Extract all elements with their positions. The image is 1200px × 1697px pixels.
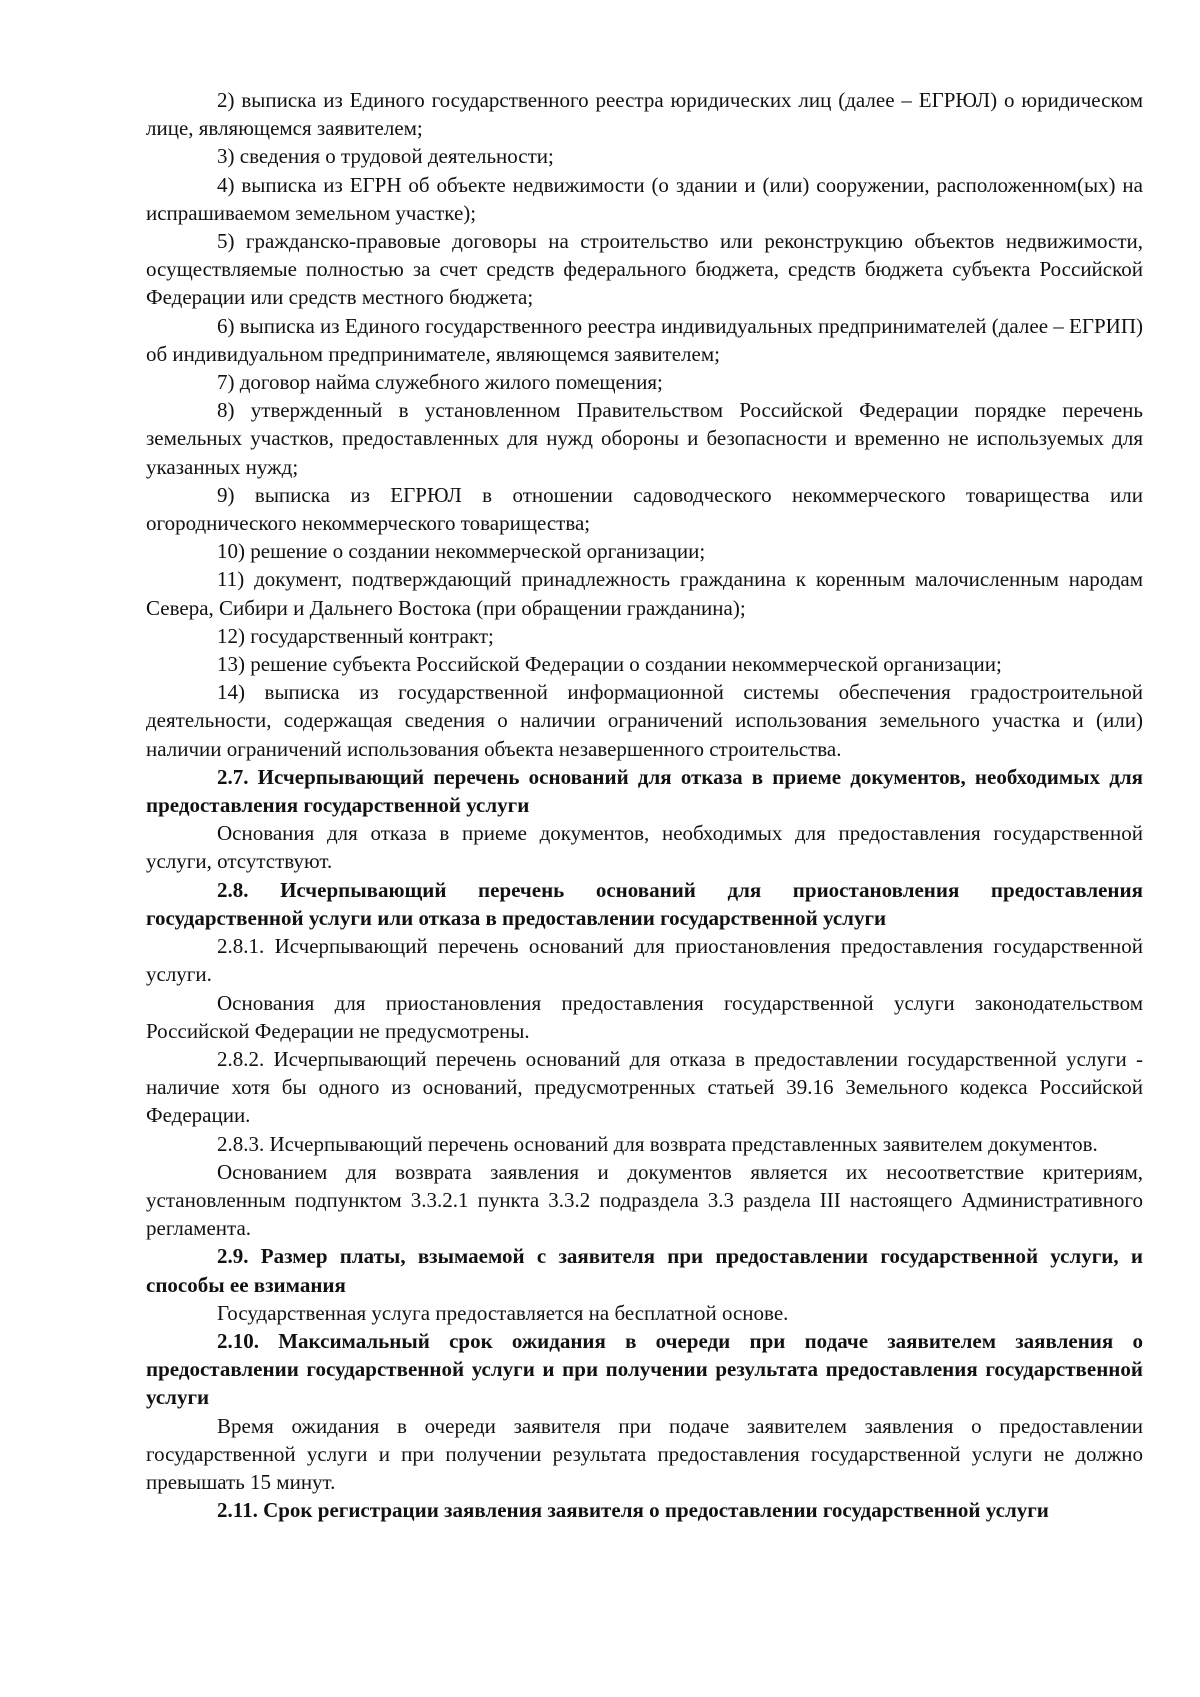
- list-item-11: 11) документ, подтверждающий принадлежность гражданина к коренным малочисленным народам Севера, Сибири и Дальнего Востока (при обращении гражданина);: [146, 567, 1143, 620]
- document-page: [146, 86, 1143, 1524]
- body-paragraph: Основания для приостановления предоставления государственной услуги законодательством Российской Федерации не предусмотрены.: [146, 990, 1143, 1043]
- list-item-5: 5) гражданско-правовые договоры на строительство или реконструкцию объектов недвижимости, осуществляемые полностью за счет средств федерального бюджета, средств бюджета субъекта Российской Федерации или средств местного бюджета;: [146, 229, 1143, 310]
- list-item-12: 12) государственный контракт;: [217, 623, 494, 648]
- section-heading-2-7: 2.7. Исчерпывающий перечень оснований для отказа в приеме документов, необходимых для предоставления государственной услуги: [146, 764, 1143, 818]
- list-item-10: 10) решение о создании некоммерческой организации;: [217, 539, 706, 564]
- section-heading-2-11: 2.11. Срок регистрации заявления заявителя о предоставлении государственной услуги: [217, 1498, 1049, 1523]
- body-paragraph: Основания для отказа в приеме документов, необходимых для предоставления государственной услуги, отсутствуют.: [146, 821, 1143, 874]
- list-item-13: 13) решение субъекта Российской Федерации о создании некоммерческой организации;: [217, 652, 1002, 677]
- list-item-14: 14) выписка из государственной информационной системы обеспечения градостроительной деятельности, содержащая сведения о наличии ограничений использования земельного участка и (или) наличии ограничений использования объекта незавершенного строительства.: [146, 680, 1143, 761]
- list-item-8: 8) утвержденный в установленном Правительством Российской Федерации порядке перечень земельных участков, предоставленных для нужд обороны и безопасности и временно не используемых для указанных нужд;: [146, 398, 1143, 479]
- body-paragraph: 2.8.2. Исчерпывающий перечень оснований для отказа в предоставлении государственной услуги - наличие хотя бы одного из оснований, предусмотренных статьей 39.16 Земельного кодекса Российской Федерации.: [146, 1046, 1143, 1128]
- section-heading-2-9: 2.9. Размер платы, взымаемой с заявителя при предоставлении государственной услуги, и способы ее взимания: [146, 1244, 1143, 1297]
- list-item-7: 7) договор найма служебного жилого помещения;: [217, 370, 663, 395]
- list-item-2: 2) выписка из Единого государственного реестра юридических лиц (далее – ЕГРЮЛ) о юридическом лице, являющемся заявителем;: [146, 88, 1143, 141]
- list-item-9: 9) выписка из ЕГРЮЛ в отношении садоводческого некоммерческого товарищества или огороднического некоммерческого товарищества;: [146, 482, 1143, 536]
- body-paragraph: Время ожидания в очереди заявителя при подаче заявителем заявления о предоставлении государственной услуги и при получении результата предоставления государственной услуги не должно превышать 15 минут.: [146, 1413, 1143, 1494]
- body-paragraph: Основанием для возврата заявления и документов является их несоответствие критериям, установленным подпунктом 3.3.2.1 пункта 3.3.2 подраздела 3.3 раздела III настоящего Административного регламента.: [146, 1159, 1143, 1241]
- body-paragraph: Государственная услуга предоставляется на бесплатной основе.: [217, 1300, 789, 1325]
- body-paragraph: 2.8.3. Исчерпывающий перечень оснований для возврата представленных заявителем документов.: [217, 1131, 1098, 1156]
- section-heading-2-8: 2.8. Исчерпывающий перечень оснований для приостановления предоставления государственной услуги или отказа в предоставлении государственной услуги: [146, 877, 1143, 930]
- list-item-6: 6) выписка из Единого государственного реестра индивидуальных предпринимателей (далее – ЕГРИП) об индивидуальном предпринимателе, являющемся заявителем;: [146, 313, 1143, 366]
- body-paragraph: 2.8.1. Исчерпывающий перечень оснований для приостановления предоставления государственной услуги.: [146, 934, 1143, 987]
- list-item-4: 4) выписка из ЕГРН об объекте недвижимости (о здании и (или) сооружении, расположенном(ых) на испрашиваемом земельном участке);: [146, 172, 1143, 225]
- section-heading-2-10: 2.10. Максимальный срок ожидания в очереди при подаче заявителем заявления о предоставлении государственной услуги и при получении результата предоставления государственной услуги: [146, 1328, 1143, 1410]
- list-item-3: 3) сведения о трудовой деятельности;: [217, 144, 554, 169]
